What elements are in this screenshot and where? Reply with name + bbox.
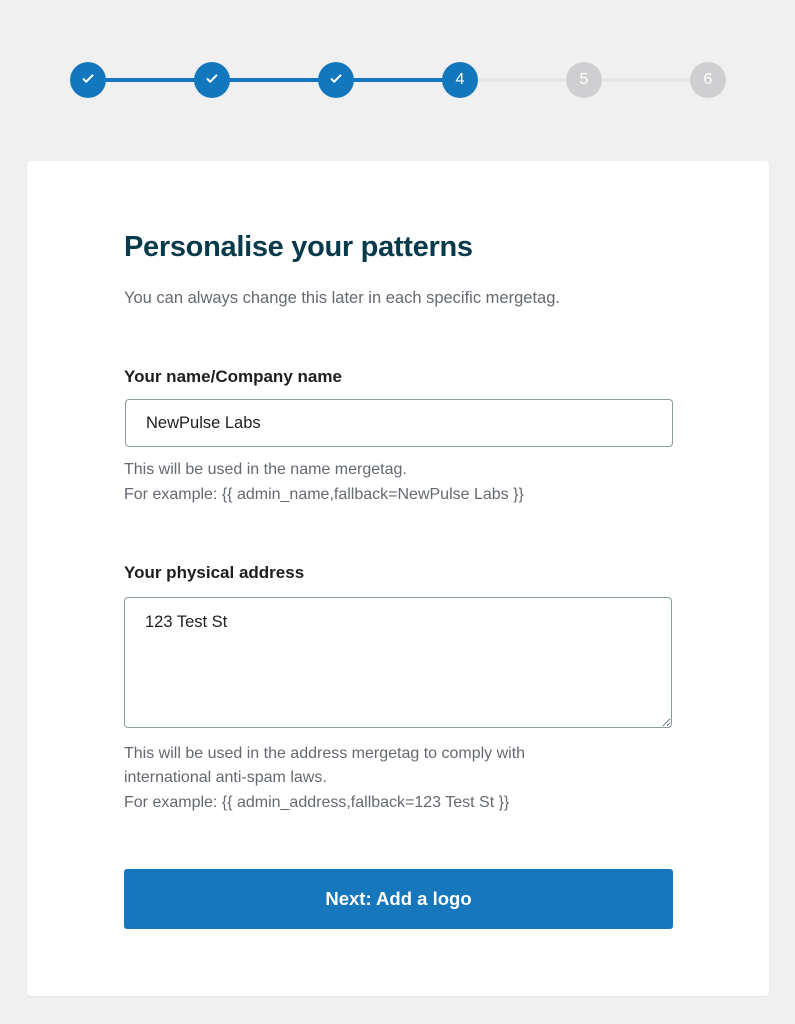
step-6: 6 — [690, 62, 726, 98]
checkmark-icon — [328, 70, 344, 91]
name-label: Your name/Company name — [124, 367, 342, 386]
step-2 — [194, 62, 230, 98]
page-subtitle: You can always change this later in each specific mergetag. — [124, 289, 560, 307]
step-3 — [318, 62, 354, 98]
checkmark-icon — [80, 70, 96, 91]
address-help-text-2: international anti-spam laws. — [124, 769, 327, 786]
address-label: Your physical address — [124, 563, 305, 582]
step-4: 4 — [442, 62, 478, 98]
address-help-text: This will be used in the address mergetag to comply with — [124, 745, 526, 762]
wizard-card — [27, 161, 769, 996]
name-help-text: This will be used in the name mergetag. — [124, 461, 407, 478]
address-example-text: For example: {{ admin_address,fallback=123 Test St }} — [124, 794, 510, 811]
step-1 — [70, 62, 106, 98]
checkmark-icon — [204, 70, 220, 91]
physical-address-textarea[interactable] — [124, 597, 672, 728]
name-example-text: For example: {{ admin_name,fallback=NewPulse Labs }} — [124, 486, 524, 503]
company-name-input[interactable] — [125, 399, 673, 447]
next-add-logo-button[interactable]: Next: Add a logo — [124, 869, 673, 929]
step-5: 5 — [566, 62, 602, 98]
progress-track-completed — [88, 78, 460, 82]
progress-stepper — [70, 62, 726, 98]
page-title: Personalise your patterns — [124, 231, 473, 263]
